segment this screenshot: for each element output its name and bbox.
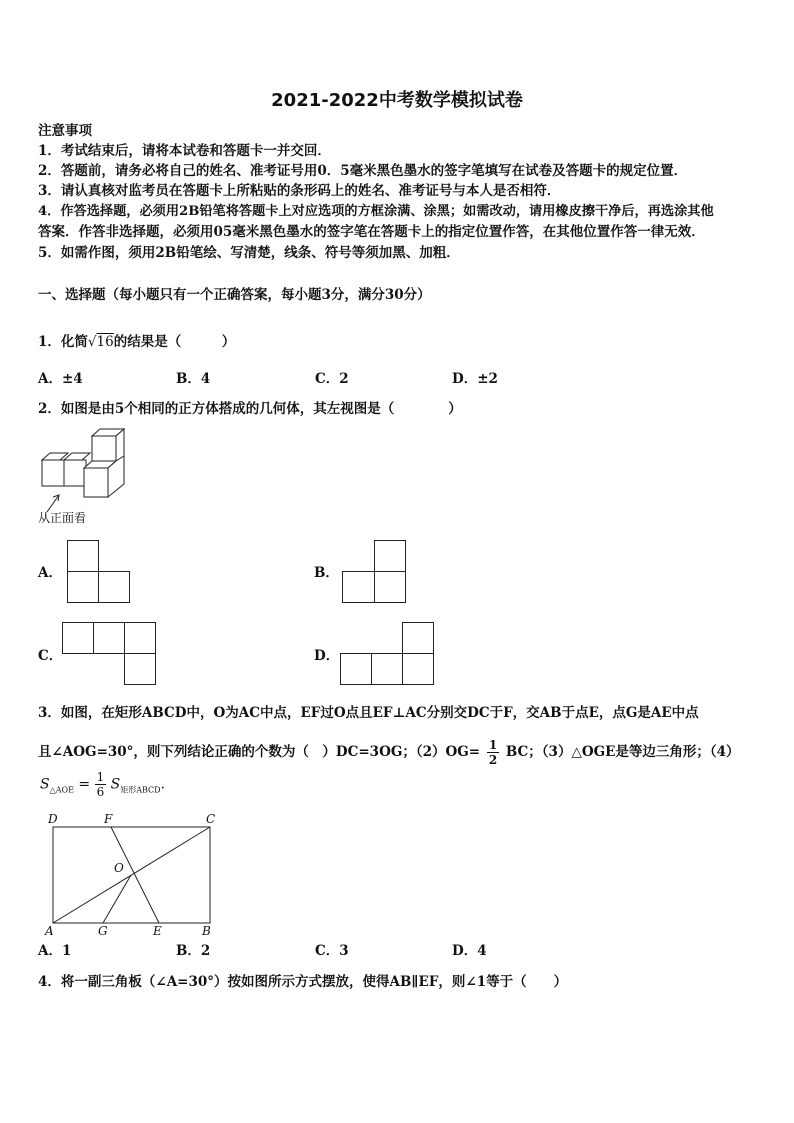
notice-item: 3．请认真核对监考员在答题卡上所粘贴的条形码上的姓名、准考证号与本人是否相符． [38,183,561,199]
q2-option-a-figure[interactable] [67,540,131,604]
question-2: 2．如图是由5个相同的正方体搭成的几何体，其左视图是（ ） [38,401,462,417]
cube-figure [38,428,133,498]
q1-radicand: 16 [96,334,114,350]
notice-item: 4．作答选择题，必须用2B铅笔将答题卡上对应选项的方框涂满、涂黑；如需改动，请用橡皮擦干净后，再选涂其他 [38,204,714,219]
q3-fraction [487,738,499,767]
q1-option-a[interactable]: A．±4 [38,371,83,387]
q1-option-b[interactable]: B．4 [176,371,211,387]
notice-item: 答案．作答非选择题，必须用05毫米黑色墨水的签字笔在答题卡上的指定位置作答，在其他位置作答一律无效． [38,224,705,240]
question-3-line1: 3．如图，在矩形ABCD中，O为AC中点，EF过O点且EF⊥AC分别交DC于F，交AB于点E，点G是AE中点 [38,705,699,721]
label-a: A [45,924,54,938]
q2-option-d[interactable]: D． [314,648,340,664]
question-1 [38,332,235,352]
label-c: C [206,812,216,826]
line-og [103,875,131,923]
q1-prefix: 1．化简 [38,334,88,350]
formula-sub1: △AOE [49,785,74,795]
q1-option-d[interactable]: D．±2 [452,371,498,387]
q2-option-d-figure[interactable] [340,622,436,686]
q3-frac-num: 1 [488,738,498,752]
formula-eq: = [78,776,91,793]
figure-caption: 从正面看 [38,511,87,525]
line-ef [111,827,159,923]
q2-option-b-figure[interactable] [342,540,408,604]
sqrt-symbol: √ [87,334,97,350]
formula-num: 1 [96,770,105,784]
section-heading: 一、选择题（每小题只有一个正确答案，每小题3分，满分30分） [38,287,431,303]
notice-item: 1．考试结束后，请将本试卷和答题卡一并交回． [38,143,331,159]
notice-item: 2．答题前，请务必将自己的姓名、准考证号用0．5毫米黑色墨水的签字笔填写在试卷及答题卡的规定位置． [38,163,688,179]
line-ac [53,827,210,923]
q3-formula [40,770,175,799]
formula-den: 6 [96,785,105,799]
label-o: O [114,861,124,875]
q3-line2a: 且∠AOG=30°，则下列结论正确的个数为（ ）DC=3OG；（2）OG= [38,744,481,760]
q3-option-b[interactable]: B．2 [176,943,211,959]
q3-option-d[interactable]: D．4 [452,943,487,959]
q2-option-c[interactable]: C． [38,648,63,664]
q3-line2b: BC；（3）△OGE是等边三角形；（4） [505,744,740,760]
q2-option-a[interactable]: A． [38,565,62,581]
question-3-line2 [38,738,740,767]
q2-option-c-figure[interactable] [62,622,158,686]
label-g: G [98,924,108,938]
page-title: 2021-2022中考数学模拟试卷 [271,90,523,111]
formula-end: ． [160,776,175,793]
label-f: F [104,812,113,826]
q3-option-a[interactable]: A．1 [38,943,72,959]
formula-fraction [95,770,107,799]
q1-option-c[interactable]: C．2 [315,371,349,387]
label-b: B [202,924,211,938]
label-e: E [153,924,162,938]
q1-suffix: 的结果是（ ） [113,334,236,350]
q3-option-c[interactable]: C．3 [315,943,349,959]
formula-s2: S [110,776,121,793]
question-4: 4．将一副三角板（∠A=30°）按如图所示方式摆放，使得AB∥EF，则∠1等于（ ） [38,974,568,990]
notice-heading: 注意事项 [38,123,92,139]
rectangle-figure [36,810,226,938]
q3-frac-den: 2 [488,753,498,767]
q2-option-b[interactable]: B． [314,565,339,581]
formula-s: S [40,776,50,793]
formula-sub2: 矩形ABCD [120,785,161,795]
label-d: D [48,812,58,826]
notice-item: 5．如需作图，须用2B铅笔绘、写清楚，线条、符号等须加黑、加粗． [38,245,460,261]
